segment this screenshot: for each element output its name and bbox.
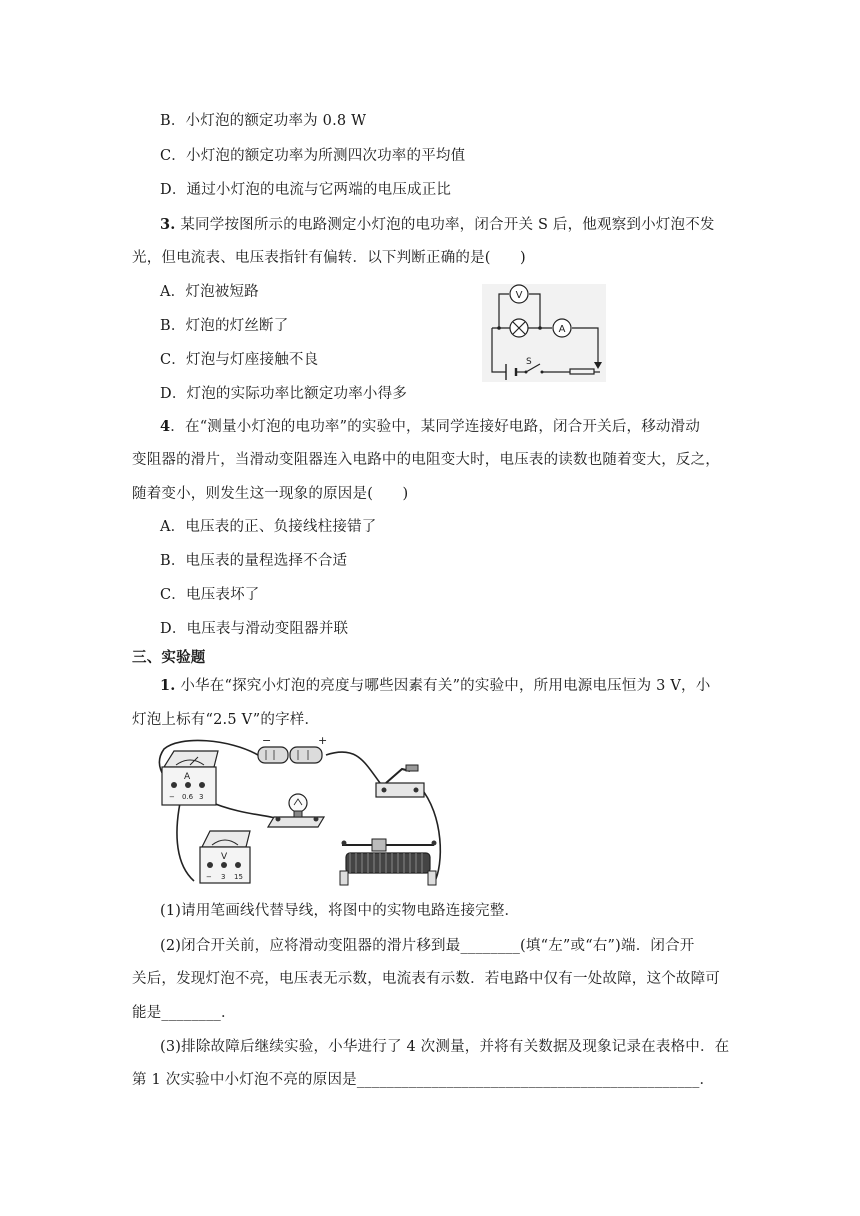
q4-option-b: B．电压表的量程选择不合适 [160,553,348,569]
q3-option-a: A．灯泡被短路 [160,284,259,300]
voltmeter-terminal-15: 15 [234,873,243,881]
q3-stem-text1: 某同学按图所示的电路测定小灯泡的电功率，闭合开关 S 后，他观察到小灯泡不发 [180,217,715,233]
q4-option-d: D．电压表与滑动变阻器并联 [160,621,349,637]
exp1-circuit-illustration [150,735,450,887]
q3-circuit-diagram [482,284,606,382]
q3-number: 3. [160,216,176,233]
q4-stem-line1 [160,418,700,436]
exp1-stem-line2: 灯泡上标有“2.5 V”的字样． [132,712,320,728]
exp1-stem-text1: 小华在“探究小灯泡的亮度与哪些因素有关”的实验中，所用电源电压恒为 3 V，小 [180,678,711,694]
q3-option-c: C．灯泡与灯座接触不良 [160,352,319,368]
rheostat-icon [340,839,437,885]
q3-stem-line1 [160,216,715,234]
q4-stem-line3: 随着变小，则发生这一现象的原因是( ) [132,486,409,502]
q3-stem-line2: 光，但电流表、电压表指针有偏转．以下判断正确的是( ) [132,250,526,266]
exp1-sub2-line2: 关后，发现灯泡不亮，电压表无示数，电流表有示数．若电路中仅有一处故障，这个故障可 [132,971,720,987]
q3-switch-label: S [526,357,532,367]
q2-option-d: D．通过小灯泡的电流与它两端的电压成正比 [160,182,452,198]
q2-option-b: B．小灯泡的额定功率为 0.8 W [160,113,367,129]
exp1-sub2-line3: 能是________． [132,1005,236,1021]
exp1-sub1: (1)请用笔画线代替导线，将图中的实物电路连接完整． [160,903,520,919]
battery-minus-label: − [262,734,272,747]
q3-voltmeter-label: V [515,290,523,301]
q2-option-c: C．小灯泡的额定功率为所测四次功率的平均值 [160,148,466,164]
exp1-number: 1. [160,677,176,694]
q4-stem-line2: 变阻器的滑片，当滑动变阻器连入电路中的电阻变大时，电压表的读数也随着变大，反之， [132,452,720,468]
exp1-sub3-line2: 第 1 次实验中小灯泡不亮的原因是______________________________________________． [132,1072,715,1088]
q4-stem-text1: ．在“测量小灯泡的电功率”的实验中，某同学连接好电路，闭合开关后，移动滑动 [170,419,701,435]
voltmeter-terminal-3: 3 [221,873,226,881]
voltmeter-label: V [221,852,228,862]
battery-plus-label: + [318,734,328,747]
ammeter-terminal-minus: − [169,793,175,801]
ammeter-terminal-3: 3 [199,793,204,801]
section-title: 三、实验题 [132,650,206,666]
q3-option-b: B．灯泡的灯丝断了 [160,318,289,334]
voltmeter-terminal-minus: − [206,873,212,881]
q3-ammeter-label: A [558,324,566,335]
q4-option-c: C．电压表坏了 [160,587,260,603]
q4-option-a: A．电压表的正、负接线柱接错了 [160,519,377,535]
q4-number: 4 [160,418,171,435]
exp1-sub3-line1: (3)排除故障后继续实验，小华进行了 4 次测量，并将有关数据及现象记录在表格中．在 [160,1039,730,1055]
q3-option-d: D．灯泡的实际功率比额定功率小得多 [160,386,408,402]
battery-icon [258,747,322,763]
light-bulb-icon [268,794,324,827]
knife-switch-icon [376,765,424,797]
exp1-stem-line1 [160,677,710,695]
ammeter-terminal-06: 0.6 [182,793,194,801]
ammeter-label: A [184,772,191,782]
exp1-sub2-line1: (2)闭合开关前，应将滑动变阻器的滑片移到最________(填“左”或“右”)端．闭合开 [160,938,695,954]
